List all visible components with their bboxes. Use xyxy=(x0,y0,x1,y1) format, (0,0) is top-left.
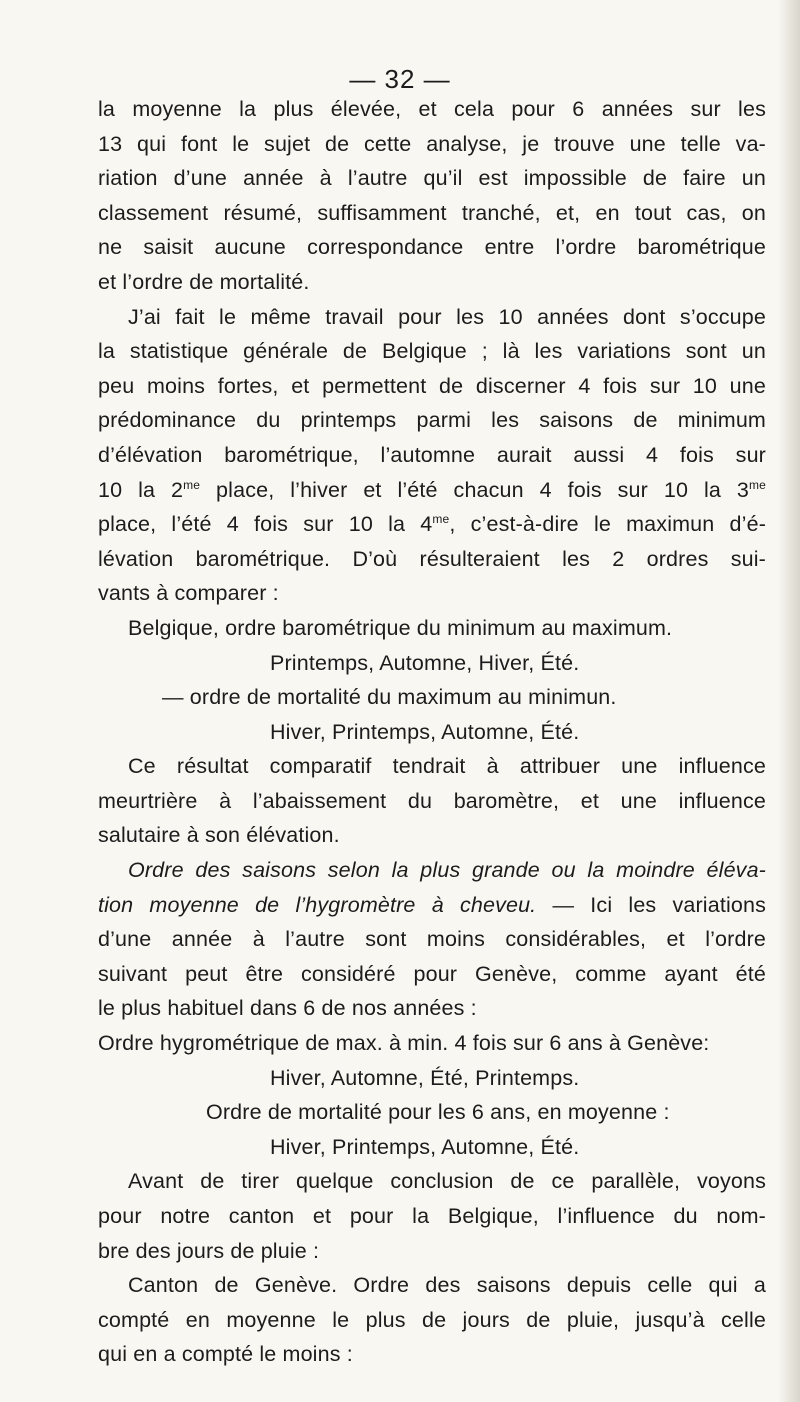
paragraph-start: Avant de tirer quelque conclusion de ce parallèle, voyons xyxy=(128,1169,766,1194)
text-line: salutaire à son élévation. xyxy=(98,823,340,848)
text-line: la moyenne la plus élevée, et cela pour 6 années sur les xyxy=(98,97,766,121)
text-line: prédominance du printemps parmi les saisons de minimum xyxy=(98,408,766,433)
text-line: compté en moyenne le plus de jours de pluie, jusqu’à celle xyxy=(98,1307,766,1332)
text-line: suivant peut être considéré pour Genève, comme ayant été xyxy=(98,961,766,986)
text-line: le plus habituel dans 6 de nos années : xyxy=(98,996,477,1021)
paragraph-start: J’ai fait le même travail pour les 10 années dont s’occupe xyxy=(128,304,766,329)
body-text xyxy=(98,92,766,1372)
text-line: d’élévation barométrique, l’automne aurait aussi 4 fois sur xyxy=(98,442,766,467)
section-heading-italic: tion moyenne de l’hygromètre à cheveu. — Ici les variations xyxy=(98,892,767,917)
season-order: Hiver, Printemps, Automne, Été. xyxy=(270,1134,580,1159)
text-line: classement résumé, suffisamment tranché, et, en tout cas, on xyxy=(98,200,766,225)
season-order: Hiver, Automne, Été, Printemps. xyxy=(270,1065,580,1090)
list-heading: Ordre hygrométrique de max. à min. 4 fois sur 6 ans à Genève: xyxy=(98,1031,710,1056)
text-line: qui en a compté le moins : xyxy=(98,1342,353,1367)
text-line: et l’ordre de mortalité. xyxy=(98,269,310,294)
text-line: bre des jours de pluie : xyxy=(98,1238,320,1263)
text-line: peu moins fortes, et permettent de discerner 4 fois sur 10 une xyxy=(98,373,766,398)
list-heading: — ordre de mortalité du maximum au minimun. xyxy=(162,685,617,710)
text-line: d’une année à l’autre sont moins considérables, et l’ordre xyxy=(98,927,766,952)
list-heading: Ordre de mortalité pour les 6 ans, en moyenne : xyxy=(206,1100,670,1125)
text-line: vants à comparer : xyxy=(98,581,279,606)
text-line-with-superscript: place, l’été 4 fois sur 10 la $4^{me}$, c’est-à-dire le maximun d’é- xyxy=(98,512,766,537)
text-line-with-superscripts: 10 la $2^{me}$ place, l’hiver et l’été chacun 4 fois sur 10 la $3^{me}$ xyxy=(98,477,766,502)
season-order: Printemps, Automne, Hiver, Été. xyxy=(270,650,580,675)
text-line: la statistique générale de Belgique ; là les variations sont un xyxy=(98,339,766,364)
text-line: riation d’une année à l’autre qu’il est impossible de faire un xyxy=(98,166,766,191)
season-order: Hiver, Printemps, Automne, Été. xyxy=(270,719,580,744)
paragraph-start: Canton de Genève. Ordre des saisons depuis celle qui a xyxy=(128,1273,766,1298)
page-edge-shadow xyxy=(778,0,800,1402)
text-line: ne saisit aucune correspondance entre l’ordre barométrique xyxy=(98,235,766,260)
text-line: lévation barométrique. D’où résulteraient les 2 ordres sui- xyxy=(98,546,766,571)
list-heading: Belgique, ordre barométrique du minimum au maximum. xyxy=(128,615,673,640)
text-line: 13 qui font le sujet de cette analyse, je trouve une telle va- xyxy=(98,131,766,156)
section-heading-italic: Ordre des saisons selon la plus grande ou la moindre éléva- xyxy=(128,858,766,883)
text-line: pour notre canton et pour la Belgique, l’influence du nom- xyxy=(98,1204,766,1228)
paragraph-start: Ce résultat comparatif tendrait à attribuer une influence xyxy=(128,754,766,779)
text-line: meurtrière à l’abaissement du baromètre, et une influence xyxy=(98,788,766,813)
page-number: — 32 — xyxy=(349,64,451,94)
